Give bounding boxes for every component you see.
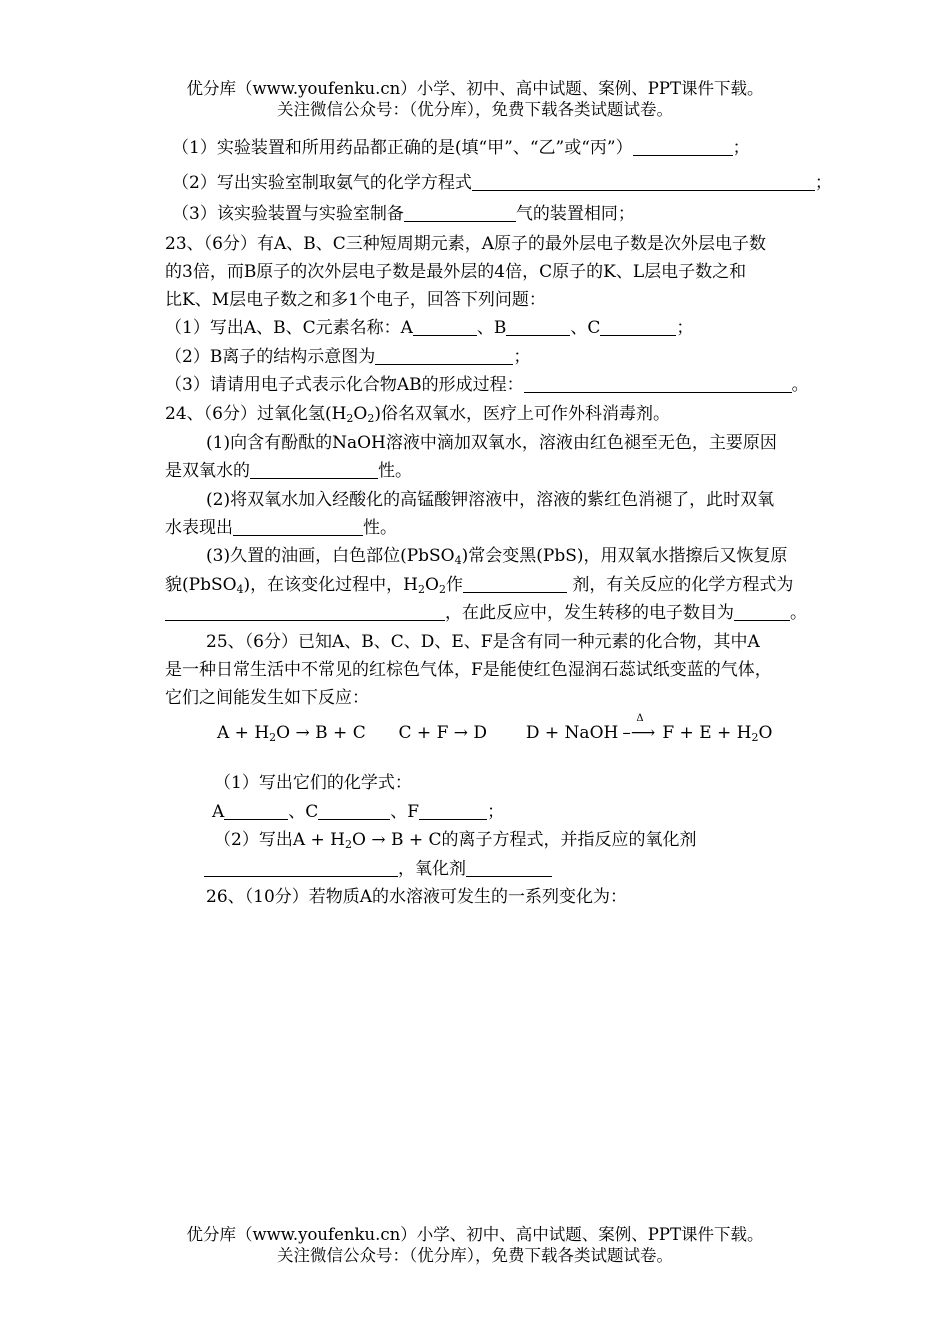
q22-part3: （3）该实验装置与实验室制备 气的装置相同； [172, 204, 635, 224]
q24-title: 24、（6分）过氧化氢$(H_2O_2)$俗名双氧水，医疗上可作外科消毒剂。 [165, 404, 670, 425]
q24-s2-line1: (2)将双氧水加入经酸化的高锰酸钾溶液中，溶液的紫红色消褪了，此时双氧 [206, 490, 775, 510]
q25-part1-answers: A 、C 、F ； [212, 802, 505, 822]
q26-title: 26、（10分）若物质A的水溶液可发生的一系列变化为： [206, 887, 628, 907]
equation-2: C + F → D [398, 723, 488, 743]
answer-blank-c[interactable] [600, 317, 676, 336]
answer-blank-a[interactable] [224, 801, 288, 820]
answer-blank[interactable] [524, 374, 792, 393]
answer-blank-a[interactable] [413, 317, 477, 336]
equation-3: D + NaOH Δ –⟶ $F + E + H_2O$ [525, 713, 773, 744]
q23-part3: （3）请请用电子式表示化合物AB的形成过程： 。 [165, 375, 809, 395]
answer-blank-electrons[interactable] [734, 602, 790, 621]
answer-blank[interactable] [250, 460, 378, 479]
answer-blank-oxidizer[interactable] [466, 858, 552, 877]
page-footer-line-2: 关注微信公众号：（优分库），免费下载各类试题试卷。 [277, 1246, 673, 1265]
q23-line-3: 比K、M层电子数之和多1个电子，回答下列问题： [165, 290, 546, 310]
equation-1: $A + H_2O \to B + C$ [217, 723, 366, 744]
q22-part1: （1）实验装置和所用药品都正确的是(填“甲”、“乙”或“丙”） ； [172, 138, 750, 158]
answer-blank-f[interactable] [419, 801, 487, 820]
answer-blank-ionic-equation[interactable] [204, 858, 398, 877]
answer-blank[interactable] [633, 137, 733, 156]
q25-line-3: 它们之间能发生如下反应： [165, 688, 369, 708]
q24-s2-line2: 水表现出 性。 [165, 518, 397, 538]
q24-s3-line1: (3)久置的油画，白色部位(PbSO$_4$)常会变黑(PbS)，用双氧水揩擦后又恢复原 [206, 546, 788, 567]
answer-blank-c[interactable] [318, 801, 390, 820]
q22-part2: （2）写出实验室制取氨气的化学方程式 ； [172, 173, 832, 193]
answer-blank[interactable] [375, 346, 513, 365]
answer-blank[interactable] [472, 172, 815, 191]
answer-blank-equation[interactable] [165, 602, 445, 621]
page-header-line-2: 关注微信公众号：（优分库），免费下载各类试题试卷。 [277, 100, 673, 119]
q25-part2-answers: ，氧化剂 [204, 856, 552, 882]
q23-part1: （1）写出A、B、C元素名称：A 、B 、C ； [165, 318, 694, 338]
q24-s3-line3: ，在此反应中，发生转移的电子数目为 。 [165, 600, 807, 626]
page-header-line-1: 优分库（www.youfenku.cn）小学、初中、高中试题、案例、PPT课件下载。 [186, 79, 764, 98]
q25-line-1: 25、（6分）已知A、B、C、D、E、F是含有同一种元素的化合物，其中A [206, 632, 760, 652]
q25-part2: （2）写出$A + H_2O \to B + C$的离子方程式，并指反应的氧化剂 [214, 830, 697, 851]
heat-arrow-icon: Δ –⟶ [622, 713, 656, 743]
answer-blank[interactable] [404, 203, 516, 222]
q24-s1-line2: 是双氧水的 性。 [165, 461, 412, 481]
q25-equations [217, 713, 773, 746]
answer-blank[interactable] [233, 517, 363, 536]
q25-line-2: 是一种日常生活中不常见的红棕色气体，F是能使红色湿润石蕊试纸变蓝的气体， [165, 660, 772, 680]
q25-part1: （1）写出它们的化学式： [214, 773, 412, 793]
q23-part2: （2）B离子的结构示意图为 ； [165, 347, 531, 367]
q24-s1-line1: (1)向含有酚酞的NaOH溶液中滴加双氧水，溶液由红色褪至无色，主要原因 [206, 433, 777, 453]
q23-line-1: 23、（6分）有A、B、C三种短周期元素，A原子的最外层电子数是次外层电子数 [165, 234, 767, 254]
answer-blank[interactable] [463, 574, 567, 593]
q24-s3-line2: 貌(PbSO$_4$)，在该变化过程中，$H_2O_2$作 剂，有关反应的化学方程式为 [165, 575, 794, 596]
answer-blank-b[interactable] [506, 317, 570, 336]
q23-line-2: 的3倍，而B原子的次外层电子数是最外层的4倍，C原子的K、L层电子数之和 [165, 262, 747, 282]
page-footer-line-1: 优分库（www.youfenku.cn）小学、初中、高中试题、案例、PPT课件下载。 [186, 1225, 764, 1244]
